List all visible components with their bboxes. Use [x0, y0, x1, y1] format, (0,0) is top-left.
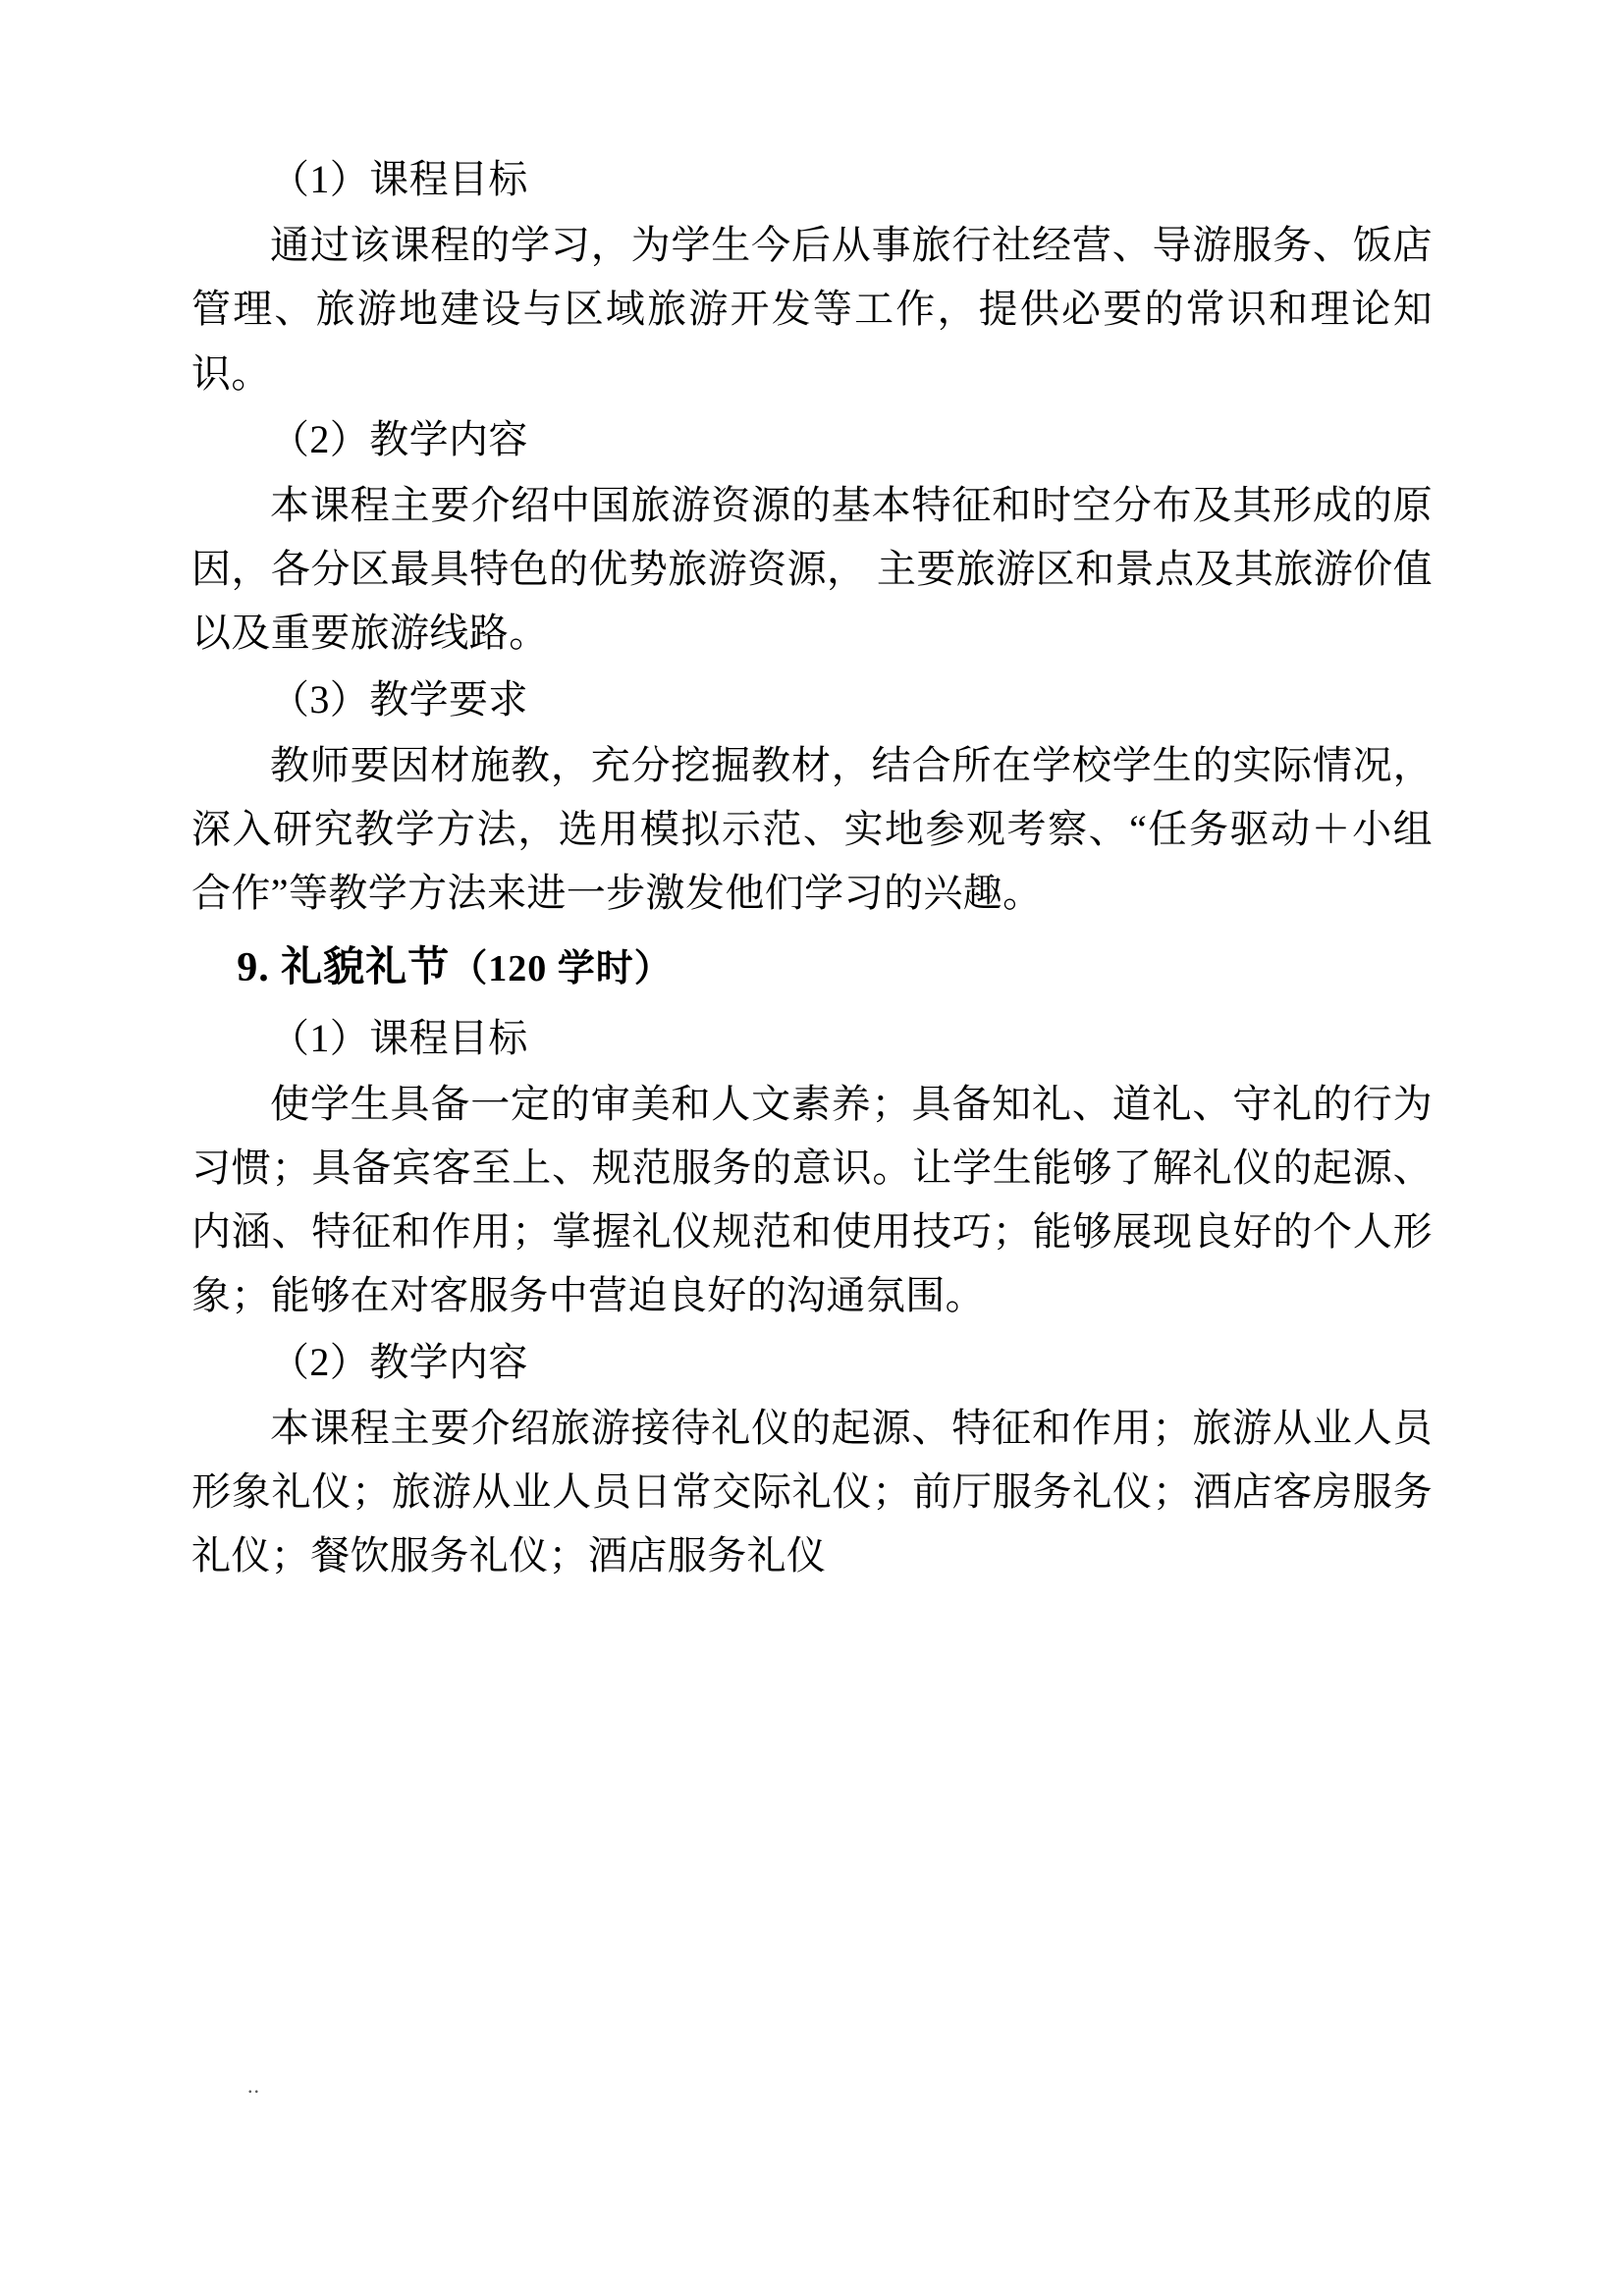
- section-heading-hours: （120 学时）: [450, 948, 673, 990]
- course-objective-label-2: （1）课程目标: [270, 1015, 528, 1060]
- teaching-content-paragraph-2: 本课程主要介绍旅游接待礼仪的起源、特征和作用；旅游从业人员形象礼仪；旅游从业人员日常交际礼仪；前厅服务礼仪；酒店客房服务礼仪；餐饮服务礼仪；酒店服务礼仪: [191, 1405, 1433, 1578]
- teaching-requirement-paragraph: 教师要因材施教，充分挖掘教材，结合所在学校学生的实际情况，深入研究教学方法，选用模拟示范、实地参观考察、“任务驱动＋小组合作”等教学方法来进一步激发他们学习的兴趣。: [191, 742, 1433, 916]
- teaching-content-label-2: （2）教学内容: [270, 1339, 528, 1384]
- section-heading-title: 9. 礼貌礼节: [237, 945, 451, 991]
- teaching-content-paragraph-1: 本课程主要介绍中国旅游资源的基本特征和时空分布及其形成的原因，各分区最具特色的优势旅游资源， 主要旅游区和景点及其旅游价值以及重要旅游线路。: [191, 482, 1433, 656]
- teaching-content-label-1: （2）教学内容: [270, 416, 528, 461]
- course-objective-paragraph-1: 通过该课程的学习，为学生今后从事旅行社经营、导游服务、饭店管理、旅游地建设与区域旅游开发等工作，提供必要的常识和理论知识。: [191, 223, 1433, 396]
- course-objective-paragraph-2: 使学生具备一定的审美和人文素养；具备知礼、道礼、守礼的行为习惯；具备宾客至上、规范服务的意识。让学生能够了解礼仪的起源、内涵、特征和作用；掌握礼仪规范和使用技巧；能够展现良好的个人形象；能够在对客服务中营迫良好的沟通氛围。: [191, 1081, 1433, 1318]
- teaching-requirement-label: （3）教学要求: [270, 676, 528, 721]
- page-footer-mark: ..: [247, 2073, 260, 2098]
- section-heading-courtesy-etiquette: [191, 934, 1433, 1001]
- document-body: [191, 147, 1433, 1587]
- course-objective-label-1: （1）课程目标: [270, 157, 528, 201]
